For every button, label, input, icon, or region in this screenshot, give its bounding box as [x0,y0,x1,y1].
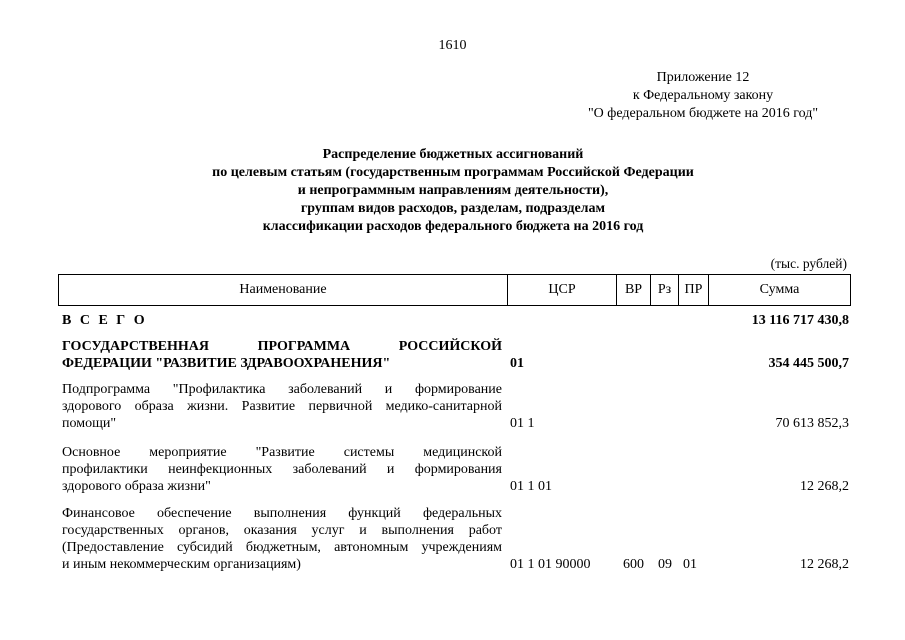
title-line: и непрограммным направлениям деятельности), [297,183,609,198]
header-pr: ПР [678,275,708,305]
title-line: по целевым статьям (государственным программам Российской Федерации [212,165,694,180]
row-csr: 01 1 01 [510,479,552,494]
table-row-total [62,312,849,330]
units-label: (тыс. рублей) [770,256,847,271]
header-csr: ЦСР [507,275,616,305]
row-name-line: помощи" [62,416,117,431]
header-vr: ВР [616,275,650,305]
row-name-line: здорового образа жизни. Развитие первичной медико-санитарной [62,399,502,414]
row-name-line: Финансовое обеспечение выполнения функций федеральных [62,506,502,521]
row-sum: 12 268,2 [800,557,849,572]
table-row [62,505,849,575]
row-name [62,444,502,495]
row-name-line: (Предоставление субсидий бюджетным, автономным учреждениям [62,540,502,555]
table-header [58,274,851,306]
title-line: Распределение бюджетных ассигнований [322,147,584,162]
header-rz: Рз [650,275,678,305]
appendix-line: Приложение 12 [656,70,750,85]
row-rz: 09 [658,557,672,572]
table-row [62,338,849,374]
title-line: классификации расходов федерального бюджета на 2016 год [262,219,644,234]
row-name-line: Основное мероприятие "Развитие системы медицинской [62,445,502,460]
header-sum: Сумма [708,275,850,305]
row-sum: 12 268,2 [800,479,849,494]
row-name-line: Подпрограмма "Профилактика заболеваний и формирование [62,382,502,397]
appendix-header [558,69,848,123]
header-name: Наименование [239,282,327,297]
title-line: группам видов расходов, разделам, подразделам [300,201,606,216]
row-vr: 600 [623,557,644,572]
row-name [62,338,502,372]
row-name-line: здорового образа жизни" [62,479,211,494]
row-csr: 01 1 [510,416,535,431]
page-number: 1610 [438,38,467,53]
appendix-line: к Федеральному закону [632,88,774,103]
document-title [100,146,806,236]
row-pr: 01 [683,557,697,572]
row-name-line: государственных органов, оказания услуг и выполнения работ [62,523,502,538]
row-name-line: профилактики неинфекционных заболеваний и формирования [62,462,502,477]
row-name-line: и иным некоммерческим организациям) [62,557,301,572]
row-name [62,381,502,432]
table-row [62,381,849,433]
total-label: В С Е Г О [62,313,148,328]
row-sum: 70 613 852,3 [775,416,849,431]
table-row [62,444,849,496]
row-csr: 01 1 01 90000 [510,557,591,572]
row-name [62,505,502,573]
row-name-line: ФЕДЕРАЦИИ "РАЗВИТИЕ ЗДРАВООХРАНЕНИЯ" [62,356,391,371]
appendix-line: "О федеральном бюджете на 2016 год" [587,106,819,121]
total-sum: 13 116 717 430,8 [751,313,849,328]
row-sum: 354 445 500,7 [768,356,849,371]
row-name-line: ГОСУДАРСТВЕННАЯ ПРОГРАММА РОССИЙСКОЙ [62,339,502,354]
row-csr: 01 [510,356,524,371]
